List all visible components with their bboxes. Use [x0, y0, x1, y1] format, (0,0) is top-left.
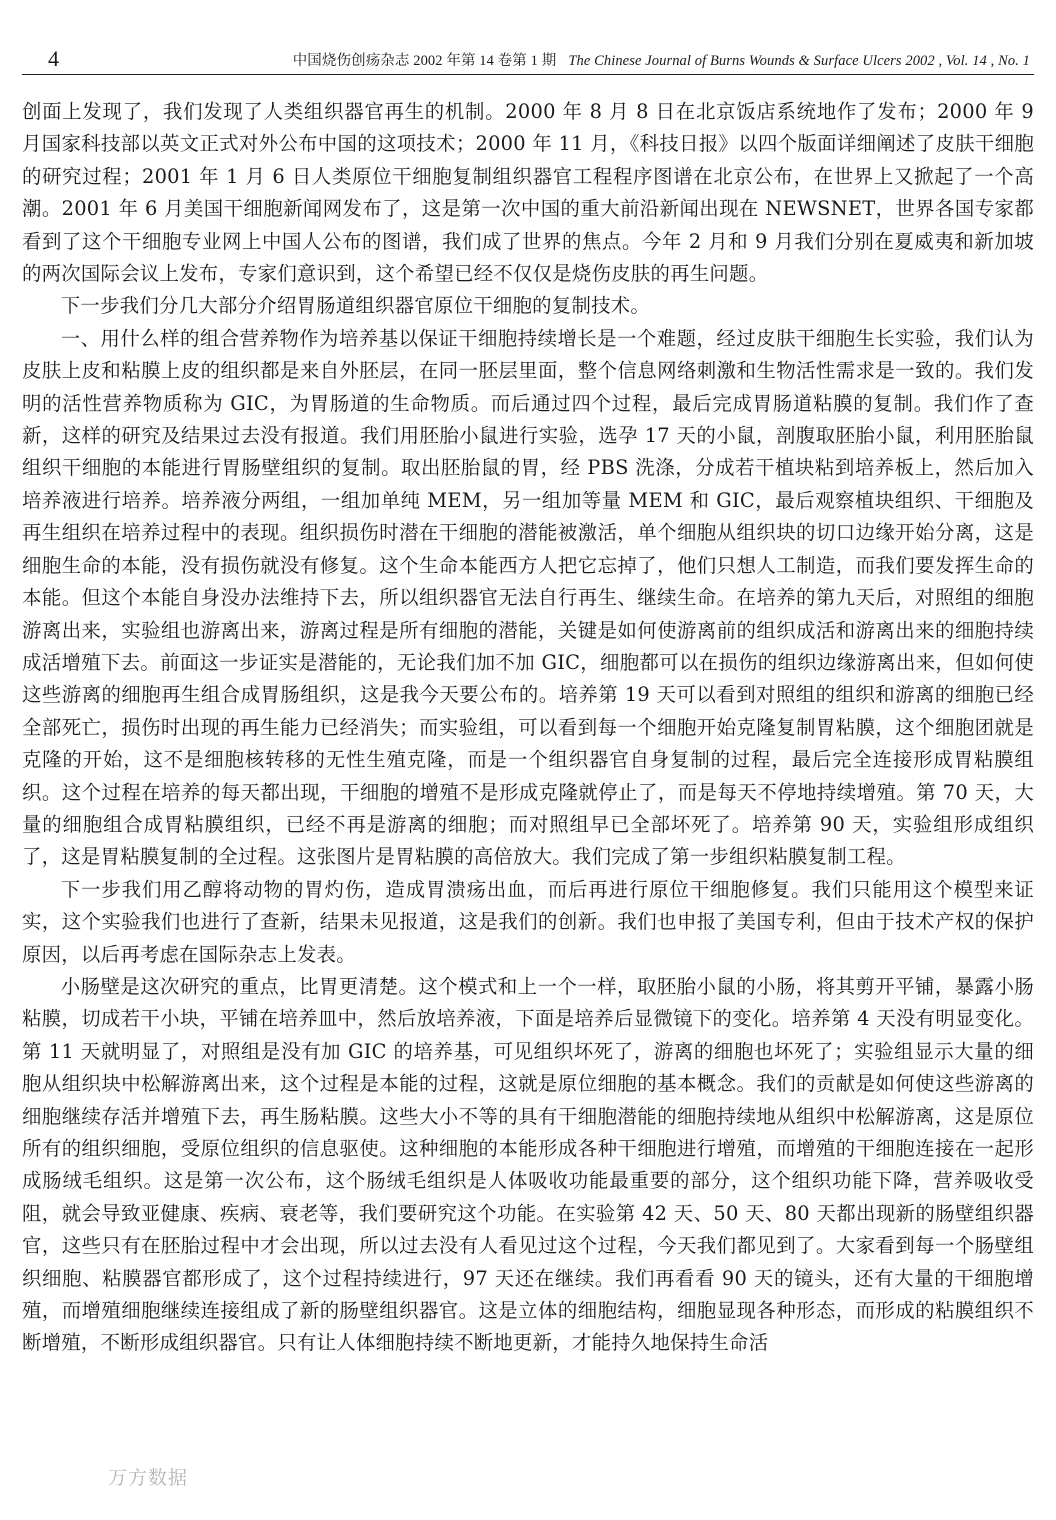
- paragraph: 下一步我们分几大部分介绍胃肠道组织器官原位干细胞的复制技术。: [60, 294, 651, 318]
- article-body: [22, 96, 1034, 1360]
- journal-citation: [293, 49, 1030, 70]
- journal-title-english: The Chinese Journal of Burns Wounds & Surface Ulcers 2002 , Vol. 14 , No. 1: [568, 53, 1030, 69]
- paragraph: 一、用什么样的组合营养物作为培养基以保证干细胞持续增长是一个难题，经过皮肤干细胞生长实验，我们认为皮肤上皮和粘膜上皮的组织都是来自外胚层，在同一胚层里面，整个信息网络刺激和生物活性需求是一致的。我们发明的活性营养物质称为 GIC，为胃肠道的生命物质。而后通过四个过程，最后完成胃肠道粘膜的复制。我们作了查新，这样的研究及结果过去没有报道。我们用胚胎小鼠进行实验，选孕 17 天的小鼠，剖腹取胚胎小鼠，利用胚胎鼠组织干细胞的本能进行胃肠壁组织的复制。取出胚胎鼠的胃，经 PBS 洗涤，分成若干植块粘到培养板上，然后加入培养液进行培养。培养液分两组，一组加单纯 MEM，另一组加等量 MEM 和 GIC，最后观察植块组织、干细胞及再生组织在培养过程中的表现。组织损伤时潜在干细胞的潜能被激活，单个细胞从组织块的切口边缘开始分离，这是细胞生命的本能，没有损伤就没有修复。这个生命本能西方人把它忘掉了，他们只想人工制造，而我们要发挥生命的本能。但这个本能自身没办法维持下去，所以组织器官无法自行再生、继续生命。在培养的第九天后，对照组的细胞游离出来，实验组也游离出来，游离过程是所有细胞的潜能，关键是如何使游离前的组织成活和游离出来的细胞持续成活增殖下去。前面这一步证实是潜能的，无论我们加不加 GIC，细胞都可以在损伤的组织边缘游离出来，但如何使这些游离的细胞再生组合成胃肠组织，这是我今天要公布的。培养第 19 天可以看到对照组的组织和游离的细胞已经全部死亡，损伤时出现的再生能力已经消失；而实验组，可以看到每一个细胞开始克隆复制胃粘膜，这个细胞团就是克隆的开始，这不是细胞核转移的无性生殖克隆，而是一个组织器官自身复制的过程，最后完全连接形成胃粘膜组织。这个过程在培养的每天都出现，干细胞的增殖不是形成克隆就停止了，而是每天不停地持续增殖。第 70 天，大量的细胞组合成胃粘膜组织，已经不再是游离的细胞；而对照组早已全部坏死了。培养第 90 天，实验组形成组织了，这是胃粘膜复制的全过程。这张图片是胃粘膜的高倍放大。我们完成了第一步组织粘膜复制工程。: [22, 326, 1034, 869]
- paragraph: 下一步我们用乙醇将动物的胃灼伤，造成胃溃疡出血，而后再进行原位干细胞修复。我们只能用这个模型来证实，这个实验我们也进行了查新，结果未见报道，这是我们的创新。我们也申报了美国专利，但由于技术产权的保护原因，以后再考虑在国际杂志上发表。: [22, 877, 1034, 966]
- running-header: [22, 40, 1034, 75]
- journal-title-chinese: 中国烧伤创疡杂志 2002 年第 14 卷第 1 期: [292, 53, 557, 69]
- page-number: 4: [48, 46, 59, 71]
- database-watermark: 万方数据: [108, 1467, 189, 1489]
- paragraph: 小肠壁是这次研究的重点，比胃更清楚。这个模式和上一个一样，取胚胎小鼠的小肠，将其剪开平铺，暴露小肠粘膜，切成若干小块，平铺在培养皿中，然后放培养液，下面是培养后显微镜下的变化。培养第 4 天没有明显变化。第 11 天就明显了，对照组是没有加 GIC 的培养基，可见组织坏死了，游离的细胞也坏死了；实验组显示大量的细胞从组织块中松解游离出来，这个过程是本能的过程，这就是原位细胞的基本概念。我们的贡献是如何使这些游离的细胞继续存活并增殖下去，再生肠粘膜。这些大小不等的具有干细胞潜能的细胞持续地从组织中松解游离，这是原位所有的组织细胞，受原位组织的信息驱使。这种细胞的本能形成各种干细胞进行增殖，而增殖的干细胞连接在一起形成肠绒毛组织。这是第一次公布，这个肠绒毛组织是人体吸收功能最重要的部分，这个组织功能下降，营养吸收受阻，就会导致亚健康、疾病、衰老等，我们要研究这个功能。在实验第 42 天、50 天、80 天都出现新的肠壁组织器官，这些只有在胚胎过程中才会出现，所以过去没有人看见过这个过程，今天我们都见到了。大家看到每一个肠壁组织细胞、粘膜器官都形成了，这个过程持续进行，97 天还在继续。我们再看看 90 天的镜头，还有大量的干细胞增殖，而增殖细胞继续连接组成了新的肠壁组织器官。这是立体的细胞结构，细胞显现各种形态，而形成的粘膜组织不断增殖，不断形成组织器官。只有让人体细胞持续不断地更新，才能持久地保持生命活: [22, 974, 1034, 1355]
- paragraph: 创面上发现了，我们发现了人类组织器官再生的机制。2000 年 8 月 8 日在北京饭店系统地作了发布；2000 年 9 月国家科技部以英文正式对外公布中国的这项技术；2000 年 11 月，《科技日报》以四个版面详细阐述了皮肤干细胞的研究过程；2001 年 1 月 6 日人类原位干细胞复制组织器官工程程序图谱在北京公布，在世界上又掀起了一个高潮。2001 年 6 月美国干细胞新闻网发布了，这是第一次中国的重大前沿新闻出现在 NEWSNET，世界各国专家都看到了这个干细胞专业网上中国人公布的图谱，我们成了世界的焦点。今年 2 月和 9 月我们分别在夏威夷和新加坡的两次国际会议上发布，专家们意识到，这个希望已经不仅仅是烧伤皮肤的再生问题。: [22, 100, 1034, 286]
